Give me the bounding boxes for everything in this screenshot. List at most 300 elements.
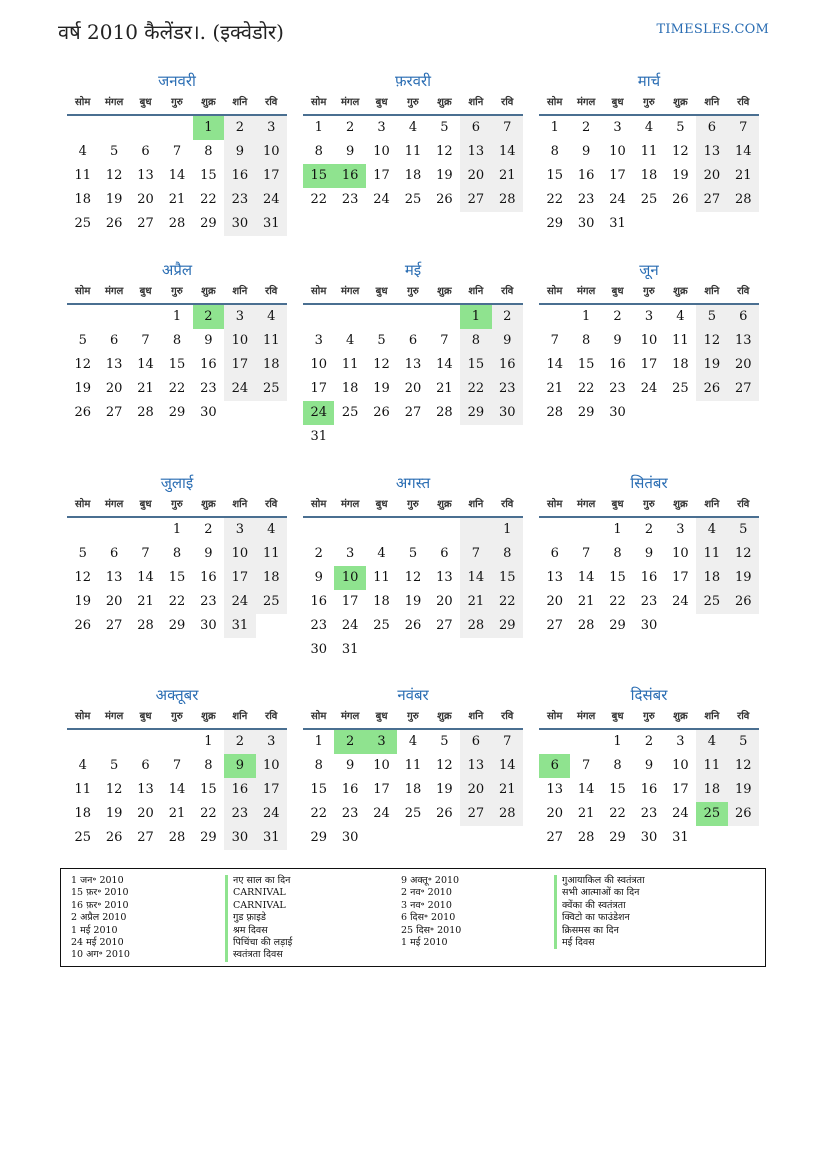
day-cell[interactable]: 5	[696, 305, 727, 329]
day-cell[interactable]: 28	[168, 216, 186, 231]
day-cell[interactable]: 30	[577, 216, 595, 231]
day-cell[interactable]: 1	[492, 518, 523, 542]
day-cell[interactable]: 24	[373, 192, 390, 207]
day-cell[interactable]: 13	[436, 570, 453, 585]
day-cell[interactable]: 8	[172, 546, 182, 561]
day-cell[interactable]: 2	[224, 116, 255, 140]
day-cell[interactable]: 17	[310, 381, 327, 396]
day-cell[interactable]: 23	[310, 618, 327, 633]
day-cell[interactable]: 7	[581, 758, 591, 773]
day-cell[interactable]: 27	[436, 618, 453, 633]
day-cell[interactable]: 13	[137, 168, 154, 183]
day-cell[interactable]: 25	[404, 806, 422, 821]
day-cell[interactable]: 25	[404, 192, 422, 207]
day-cell[interactable]: 27	[460, 188, 491, 212]
day-cell[interactable]: 3	[676, 734, 685, 749]
day-cell[interactable]: 19	[696, 353, 727, 377]
day-cell[interactable]: 17	[224, 353, 255, 377]
day-cell[interactable]: 22	[200, 192, 217, 207]
day-cell[interactable]: 29	[577, 405, 595, 420]
day-cell[interactable]: 19	[728, 778, 759, 802]
day-cell[interactable]: 25	[696, 802, 727, 826]
day-cell[interactable]: 29	[492, 614, 523, 638]
day-cell[interactable]: 14	[137, 357, 154, 372]
day-cell[interactable]: 12	[436, 758, 453, 773]
day-cell[interactable]: 30	[640, 830, 658, 845]
day-cell[interactable]: 14	[168, 782, 186, 797]
day-cell[interactable]: 4	[256, 518, 287, 542]
day-cell[interactable]: 9	[224, 140, 255, 164]
day-cell[interactable]: 27	[546, 830, 563, 845]
day-cell[interactable]: 7	[728, 116, 759, 140]
day-cell[interactable]: 8	[204, 758, 213, 773]
day-cell[interactable]: 11	[74, 782, 91, 797]
day-cell[interactable]: 8	[460, 329, 491, 353]
day-cell[interactable]: 28	[577, 618, 595, 633]
day-cell[interactable]: 16	[310, 594, 327, 609]
day-cell[interactable]: 27	[137, 216, 154, 231]
day-cell[interactable]: 24	[224, 377, 255, 401]
day-cell[interactable]: 18	[373, 594, 390, 609]
day-cell[interactable]: 11	[74, 168, 91, 183]
day-cell[interactable]: 2	[613, 309, 622, 324]
day-cell[interactable]: 30	[609, 405, 626, 420]
day-cell[interactable]: 26	[672, 192, 689, 207]
day-cell[interactable]: 15	[168, 357, 186, 372]
day-cell[interactable]: 20	[137, 806, 154, 821]
day-cell[interactable]: 28	[460, 614, 491, 638]
day-cell[interactable]: 8	[492, 542, 523, 566]
day-cell[interactable]: 3	[345, 546, 355, 561]
day-cell[interactable]: 20	[105, 594, 123, 609]
day-cell[interactable]: 21	[460, 590, 491, 614]
day-cell[interactable]: 14	[577, 570, 595, 585]
day-cell[interactable]: 1	[460, 305, 491, 329]
day-cell[interactable]: 1	[172, 522, 182, 537]
day-cell[interactable]: 21	[577, 806, 595, 821]
day-cell[interactable]: 15	[200, 168, 217, 183]
day-cell[interactable]: 11	[373, 570, 390, 585]
day-cell[interactable]: 23	[492, 377, 523, 401]
day-cell[interactable]: 22	[577, 381, 595, 396]
day-cell[interactable]: 25	[256, 590, 287, 614]
day-cell[interactable]: 4	[78, 144, 87, 159]
day-cell[interactable]: 6	[109, 546, 119, 561]
day-cell[interactable]: 3	[377, 120, 386, 135]
day-cell[interactable]: 7	[141, 546, 150, 561]
day-cell[interactable]: 3	[366, 730, 397, 754]
day-cell[interactable]: 5	[377, 333, 386, 348]
day-cell[interactable]: 5	[728, 518, 759, 542]
day-cell[interactable]: 25	[74, 830, 91, 845]
day-cell[interactable]: 4	[256, 305, 287, 329]
day-cell[interactable]: 23	[341, 192, 359, 207]
day-cell[interactable]: 18	[341, 381, 359, 396]
day-cell[interactable]: 26	[696, 377, 727, 401]
day-cell[interactable]: 1	[193, 116, 224, 140]
day-cell[interactable]: 17	[373, 782, 390, 797]
day-cell[interactable]: 10	[672, 758, 689, 773]
day-cell[interactable]: 11	[696, 542, 727, 566]
day-cell[interactable]: 28	[728, 188, 759, 212]
day-cell[interactable]: 30	[640, 618, 658, 633]
day-cell[interactable]: 17	[256, 778, 287, 802]
day-cell[interactable]: 17	[341, 594, 359, 609]
day-cell[interactable]: 2	[644, 734, 654, 749]
day-cell[interactable]: 7	[141, 333, 150, 348]
day-cell[interactable]: 8	[613, 758, 622, 773]
day-cell[interactable]: 13	[137, 782, 154, 797]
day-cell[interactable]: 14	[492, 754, 523, 778]
day-cell[interactable]: 25	[373, 618, 390, 633]
day-cell[interactable]: 29	[609, 618, 626, 633]
day-cell[interactable]: 10	[373, 144, 390, 159]
day-cell[interactable]: 3	[224, 518, 255, 542]
day-cell[interactable]: 1	[314, 734, 323, 749]
day-cell[interactable]: 12	[672, 144, 689, 159]
day-cell[interactable]: 21	[168, 192, 186, 207]
day-cell[interactable]: 20	[546, 806, 563, 821]
day-cell[interactable]: 13	[546, 782, 563, 797]
day-cell[interactable]: 12	[74, 357, 91, 372]
day-cell[interactable]: 29	[200, 216, 217, 231]
day-cell[interactable]: 5	[440, 734, 449, 749]
day-cell[interactable]: 13	[728, 329, 759, 353]
day-cell[interactable]: 6	[141, 758, 150, 773]
day-cell[interactable]: 17	[672, 570, 689, 585]
day-cell[interactable]: 16	[334, 164, 365, 188]
day-cell[interactable]: 6	[109, 333, 119, 348]
day-cell[interactable]: 12	[105, 168, 123, 183]
day-cell[interactable]: 10	[640, 333, 658, 348]
day-cell[interactable]: 23	[341, 806, 359, 821]
brand-link[interactable]: TIMESLES.COM	[656, 22, 769, 37]
day-cell[interactable]: 19	[728, 566, 759, 590]
day-cell[interactable]: 22	[609, 806, 626, 821]
day-cell[interactable]: 12	[728, 542, 759, 566]
day-cell[interactable]: 8	[550, 144, 559, 159]
day-cell[interactable]: 3	[676, 522, 685, 537]
day-cell[interactable]: 30	[341, 830, 359, 845]
day-cell[interactable]: 19	[436, 782, 453, 797]
day-cell[interactable]: 26	[74, 405, 91, 420]
day-cell[interactable]: 22	[492, 590, 523, 614]
day-cell[interactable]: 30	[224, 212, 255, 236]
day-cell[interactable]: 26	[404, 618, 422, 633]
day-cell[interactable]: 24	[672, 806, 689, 821]
day-cell[interactable]: 13	[460, 754, 491, 778]
day-cell[interactable]: 7	[460, 542, 491, 566]
day-cell[interactable]: 18	[256, 353, 287, 377]
day-cell[interactable]: 4	[345, 333, 355, 348]
day-cell[interactable]: 20	[460, 778, 491, 802]
day-cell[interactable]: 10	[256, 754, 287, 778]
day-cell[interactable]: 3	[224, 305, 255, 329]
day-cell[interactable]: 21	[546, 381, 563, 396]
day-cell[interactable]: 10	[373, 758, 390, 773]
day-cell[interactable]: 30	[224, 826, 255, 850]
day-cell[interactable]: 26	[728, 590, 759, 614]
day-cell[interactable]: 18	[672, 357, 689, 372]
day-cell[interactable]: 14	[137, 570, 154, 585]
day-cell[interactable]: 1	[613, 734, 622, 749]
day-cell[interactable]: 5	[78, 333, 87, 348]
day-cell[interactable]: 13	[546, 570, 563, 585]
day-cell[interactable]: 11	[256, 542, 287, 566]
day-cell[interactable]: 10	[224, 329, 255, 353]
day-cell[interactable]: 8	[581, 333, 591, 348]
day-cell[interactable]: 1	[172, 309, 182, 324]
day-cell[interactable]: 22	[460, 377, 491, 401]
day-cell[interactable]: 11	[404, 758, 422, 773]
day-cell[interactable]: 1	[204, 734, 213, 749]
day-cell[interactable]: 5	[676, 120, 685, 135]
day-cell[interactable]: 12	[373, 357, 390, 372]
day-cell[interactable]: 10	[256, 140, 287, 164]
day-cell[interactable]: 19	[404, 594, 422, 609]
day-cell[interactable]: 20	[137, 192, 154, 207]
day-cell[interactable]: 16	[609, 357, 626, 372]
day-cell[interactable]: 10	[224, 542, 255, 566]
day-cell[interactable]: 16	[341, 782, 359, 797]
day-cell[interactable]: 16	[224, 164, 255, 188]
day-cell[interactable]: 21	[492, 778, 523, 802]
day-cell[interactable]: 20	[436, 594, 453, 609]
day-cell[interactable]: 3	[314, 333, 323, 348]
day-cell[interactable]: 31	[341, 642, 359, 657]
day-cell[interactable]: 15	[577, 357, 595, 372]
day-cell[interactable]: 3	[613, 120, 622, 135]
day-cell[interactable]: 19	[436, 168, 453, 183]
day-cell[interactable]: 26	[728, 802, 759, 826]
day-cell[interactable]: 5	[728, 730, 759, 754]
day-cell[interactable]: 26	[74, 618, 91, 633]
day-cell[interactable]: 19	[373, 381, 390, 396]
day-cell[interactable]: 5	[78, 546, 87, 561]
day-cell[interactable]: 15	[310, 782, 327, 797]
day-cell[interactable]: 16	[640, 782, 658, 797]
day-cell[interactable]: 1	[613, 522, 622, 537]
day-cell[interactable]: 28	[492, 802, 523, 826]
day-cell[interactable]: 6	[539, 754, 570, 778]
day-cell[interactable]: 18	[640, 168, 658, 183]
day-cell[interactable]: 17	[672, 782, 689, 797]
day-cell[interactable]: 21	[577, 594, 595, 609]
day-cell[interactable]: 27	[105, 405, 123, 420]
day-cell[interactable]: 11	[404, 144, 422, 159]
day-cell[interactable]: 23	[200, 594, 217, 609]
day-cell[interactable]: 25	[256, 377, 287, 401]
day-cell[interactable]: 22	[609, 594, 626, 609]
day-cell[interactable]: 23	[577, 192, 595, 207]
day-cell[interactable]: 25	[696, 590, 727, 614]
day-cell[interactable]: 1	[581, 309, 591, 324]
day-cell[interactable]: 15	[546, 168, 563, 183]
day-cell[interactable]: 18	[404, 782, 422, 797]
day-cell[interactable]: 28	[436, 405, 453, 420]
day-cell[interactable]: 9	[613, 333, 622, 348]
day-cell[interactable]: 31	[310, 429, 327, 444]
day-cell[interactable]: 28	[577, 830, 595, 845]
day-cell[interactable]: 21	[168, 806, 186, 821]
day-cell[interactable]: 30	[200, 405, 217, 420]
day-cell[interactable]: 16	[492, 353, 523, 377]
day-cell[interactable]: 28	[137, 618, 154, 633]
day-cell[interactable]: 30	[200, 618, 217, 633]
day-cell[interactable]: 11	[341, 357, 359, 372]
day-cell[interactable]: 6	[440, 546, 449, 561]
day-cell[interactable]: 24	[256, 188, 287, 212]
day-cell[interactable]: 4	[408, 734, 418, 749]
day-cell[interactable]: 31	[609, 216, 626, 231]
day-cell[interactable]: 18	[696, 566, 727, 590]
day-cell[interactable]: 7	[172, 758, 182, 773]
day-cell[interactable]: 24	[640, 381, 658, 396]
day-cell[interactable]: 23	[640, 806, 658, 821]
day-cell[interactable]: 9	[224, 754, 255, 778]
day-cell[interactable]: 26	[105, 216, 123, 231]
day-cell[interactable]: 18	[404, 168, 422, 183]
day-cell[interactable]: 11	[640, 144, 658, 159]
day-cell[interactable]: 21	[137, 594, 154, 609]
day-cell[interactable]: 29	[609, 830, 626, 845]
day-cell[interactable]: 2	[334, 730, 365, 754]
day-cell[interactable]: 22	[310, 806, 327, 821]
day-cell[interactable]: 27	[728, 377, 759, 401]
day-cell[interactable]: 18	[256, 566, 287, 590]
day-cell[interactable]: 12	[105, 782, 123, 797]
day-cell[interactable]: 9	[581, 144, 591, 159]
day-cell[interactable]: 28	[492, 188, 523, 212]
day-cell[interactable]: 3	[256, 730, 287, 754]
day-cell[interactable]: 31	[256, 212, 287, 236]
day-cell[interactable]: 14	[728, 140, 759, 164]
day-cell[interactable]: 26	[373, 405, 390, 420]
day-cell[interactable]: 23	[224, 802, 255, 826]
day-cell[interactable]: 25	[341, 405, 359, 420]
day-cell[interactable]: 8	[204, 144, 213, 159]
day-cell[interactable]: 1	[550, 120, 559, 135]
day-cell[interactable]: 26	[436, 192, 453, 207]
day-cell[interactable]: 7	[550, 333, 559, 348]
day-cell[interactable]: 9	[345, 758, 355, 773]
day-cell[interactable]: 6	[550, 546, 559, 561]
day-cell[interactable]: 7	[492, 116, 523, 140]
day-cell[interactable]: 13	[460, 140, 491, 164]
day-cell[interactable]: 11	[696, 754, 727, 778]
day-cell[interactable]: 27	[546, 618, 563, 633]
day-cell[interactable]: 11	[672, 333, 689, 348]
day-cell[interactable]: 19	[74, 594, 91, 609]
day-cell[interactable]: 17	[609, 168, 626, 183]
day-cell[interactable]: 20	[696, 164, 727, 188]
day-cell[interactable]: 30	[310, 642, 327, 657]
day-cell[interactable]: 2	[193, 305, 224, 329]
day-cell[interactable]: 5	[109, 144, 119, 159]
day-cell[interactable]: 3	[256, 116, 287, 140]
day-cell[interactable]: 6	[460, 730, 491, 754]
day-cell[interactable]: 10	[609, 144, 626, 159]
day-cell[interactable]: 27	[696, 188, 727, 212]
day-cell[interactable]: 8	[613, 546, 622, 561]
day-cell[interactable]: 19	[105, 192, 123, 207]
day-cell[interactable]: 31	[256, 826, 287, 850]
day-cell[interactable]: 28	[168, 830, 186, 845]
day-cell[interactable]: 21	[492, 164, 523, 188]
day-cell[interactable]: 10	[672, 546, 689, 561]
day-cell[interactable]: 27	[404, 405, 422, 420]
day-cell[interactable]: 31	[224, 614, 255, 638]
day-cell[interactable]: 2	[345, 120, 355, 135]
day-cell[interactable]: 25	[74, 216, 91, 231]
day-cell[interactable]: 24	[256, 802, 287, 826]
day-cell[interactable]: 12	[404, 570, 422, 585]
day-cell[interactable]: 7	[581, 546, 591, 561]
day-cell[interactable]: 20	[460, 164, 491, 188]
day-cell[interactable]: 28	[546, 405, 563, 420]
day-cell[interactable]: 4	[408, 120, 418, 135]
day-cell[interactable]: 22	[200, 806, 217, 821]
day-cell[interactable]: 15	[303, 164, 334, 188]
day-cell[interactable]: 20	[105, 381, 123, 396]
day-cell[interactable]: 16	[200, 570, 217, 585]
day-cell[interactable]: 15	[200, 782, 217, 797]
day-cell[interactable]: 17	[640, 357, 658, 372]
day-cell[interactable]: 14	[460, 566, 491, 590]
day-cell[interactable]: 24	[303, 401, 334, 425]
day-cell[interactable]: 26	[105, 830, 123, 845]
day-cell[interactable]: 22	[168, 594, 186, 609]
day-cell[interactable]: 12	[728, 754, 759, 778]
day-cell[interactable]: 14	[577, 782, 595, 797]
day-cell[interactable]: 27	[137, 830, 154, 845]
day-cell[interactable]: 2	[204, 522, 213, 537]
day-cell[interactable]: 23	[224, 188, 255, 212]
day-cell[interactable]: 21	[728, 164, 759, 188]
day-cell[interactable]: 29	[200, 830, 217, 845]
day-cell[interactable]: 16	[577, 168, 595, 183]
day-cell[interactable]: 13	[404, 357, 422, 372]
day-cell[interactable]: 23	[609, 381, 626, 396]
day-cell[interactable]: 25	[640, 192, 658, 207]
day-cell[interactable]: 22	[310, 192, 327, 207]
day-cell[interactable]: 9	[314, 570, 323, 585]
day-cell[interactable]: 9	[345, 144, 355, 159]
day-cell[interactable]: 29	[310, 830, 327, 845]
day-cell[interactable]: 6	[728, 305, 759, 329]
day-cell[interactable]: 16	[640, 570, 658, 585]
day-cell[interactable]: 17	[224, 566, 255, 590]
day-cell[interactable]: 8	[314, 758, 323, 773]
day-cell[interactable]: 19	[105, 806, 123, 821]
day-cell[interactable]: 21	[436, 381, 453, 396]
day-cell[interactable]: 24	[373, 806, 390, 821]
day-cell[interactable]: 4	[644, 120, 654, 135]
day-cell[interactable]: 24	[341, 618, 359, 633]
day-cell[interactable]: 2	[224, 730, 255, 754]
day-cell[interactable]: 14	[492, 140, 523, 164]
day-cell[interactable]: 12	[436, 144, 453, 159]
day-cell[interactable]: 5	[109, 758, 119, 773]
day-cell[interactable]: 8	[314, 144, 323, 159]
day-cell[interactable]: 9	[204, 333, 213, 348]
day-cell[interactable]: 20	[546, 594, 563, 609]
day-cell[interactable]: 13	[696, 140, 727, 164]
day-cell[interactable]: 23	[640, 594, 658, 609]
day-cell[interactable]: 9	[644, 546, 654, 561]
day-cell[interactable]: 9	[204, 546, 213, 561]
day-cell[interactable]: 9	[644, 758, 654, 773]
